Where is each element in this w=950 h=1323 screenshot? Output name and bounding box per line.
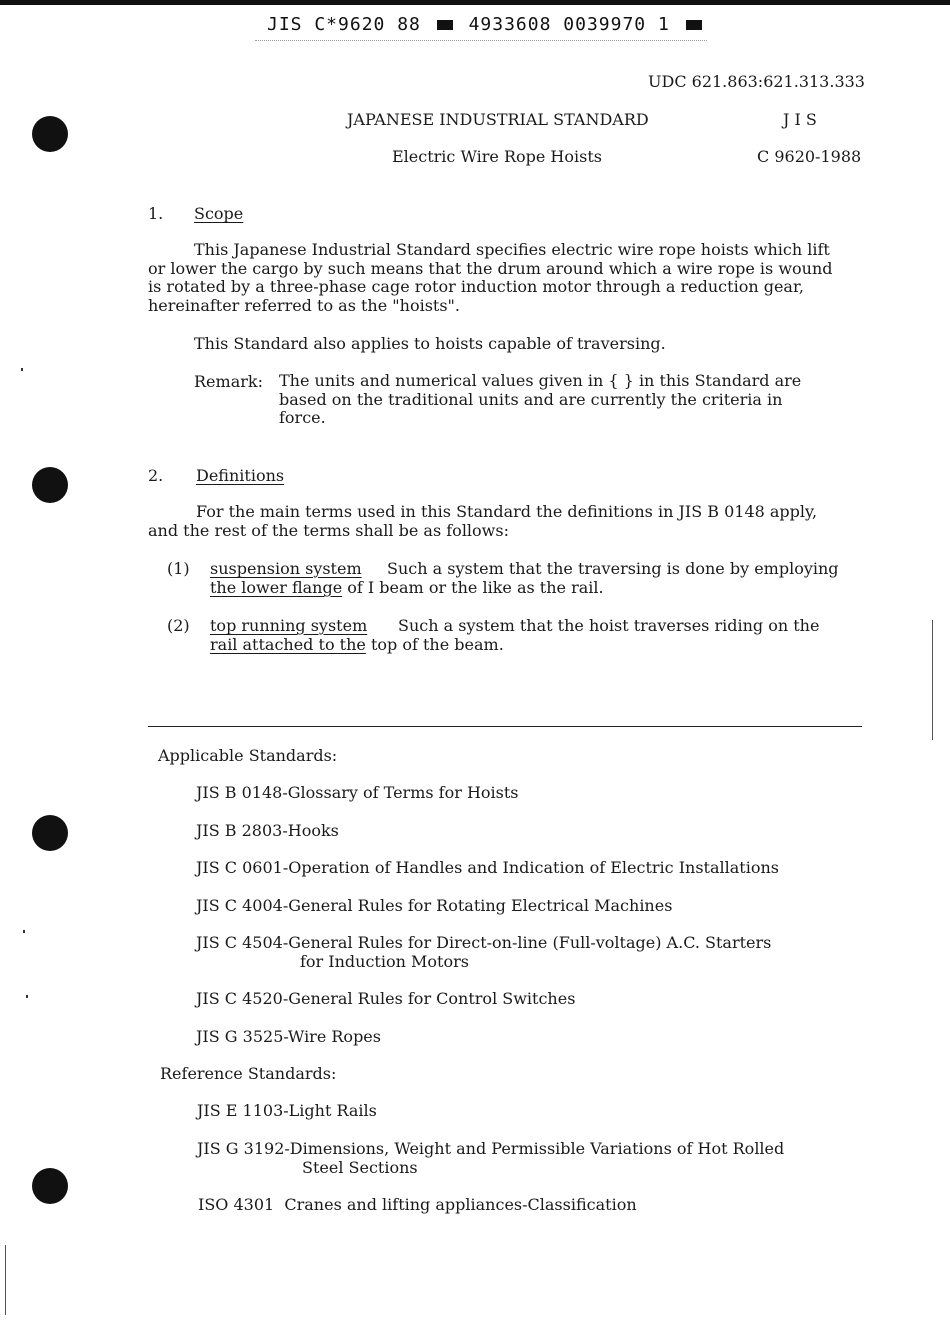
standard-list-item: JIS G 3525-Wire Ropes	[196, 1027, 381, 1046]
code-left: JIS C*9620 88	[267, 14, 421, 35]
standard-list-item: JIS G 3192-Dimensions, Weight and Permissible Variations of Hot Rolled	[197, 1139, 785, 1158]
top-border	[0, 0, 950, 5]
standard-list-item: ISO 4301 Cranes and lifting appliances-Classification	[198, 1195, 637, 1214]
scan-speck	[23, 930, 25, 933]
standard-list-item: JIS C 0601-Operation of Handles and Indication of Electric Installations	[196, 858, 779, 877]
remark-label: Remark:	[194, 372, 263, 391]
scope-line: hereinafter referred to as the "hoists".	[148, 296, 460, 316]
binder-hole-icon	[32, 467, 68, 503]
standard-list-item: JIS B 2803-Hooks	[196, 821, 339, 840]
definition-text: of I beam or the like as the rail.	[342, 578, 604, 597]
remark-text	[279, 372, 849, 428]
block-mark-icon	[686, 20, 702, 30]
reference-standards-heading: Reference Standards:	[160, 1064, 337, 1083]
definition-text-line2	[210, 635, 504, 654]
section-heading-definitions: Definitions	[196, 466, 285, 485]
definition-text-line2	[210, 578, 604, 597]
remark-line: force.	[279, 408, 326, 428]
section-number: 2.	[148, 466, 164, 485]
binder-hole-icon	[32, 116, 68, 152]
standard-organization: JAPANESE INDUSTRIAL STANDARD	[347, 110, 649, 129]
standard-list-item: JIS C 4504-General Rules for Direct-on-line (Full-voltage) A.C. Starters	[196, 933, 772, 952]
scan-speck	[26, 995, 28, 998]
definitions-intro	[148, 503, 870, 540]
udc-number: UDC 621.863:621.313.333	[648, 72, 865, 91]
footnote-separator	[148, 726, 862, 727]
scope-line: This Japanese Industrial Standard specifies electric wire rope hoists which lift	[194, 240, 830, 259]
definition-text: Such a system that the hoist traverses riding on the	[398, 616, 820, 635]
definition-text: Such a system that the traversing is done by employing	[387, 559, 839, 578]
definition-number: (2)	[167, 616, 190, 635]
binder-hole-icon	[32, 815, 68, 851]
document-title: Electric Wire Rope Hoists	[392, 147, 602, 166]
definition-underlined-phrase: the lower flange	[210, 578, 343, 597]
section-heading-scope: Scope	[194, 204, 244, 223]
standard-list-item: JIS B 0148-Glossary of Terms for Hoists	[196, 783, 519, 802]
remark-line: The units and numerical values given in { } in this Standard are	[279, 371, 802, 390]
standard-list-item: JIS C 4004-General Rules for Rotating Electrical Machines	[196, 896, 673, 915]
remark-line: based on the traditional units and are currently the criteria in	[279, 389, 783, 409]
jis-mark: J I S	[783, 110, 817, 129]
code-right: 4933608 0039970 1	[468, 14, 670, 35]
scope-traversing-paragraph: This Standard also applies to hoists capable of traversing.	[194, 334, 666, 353]
scan-speck	[21, 368, 23, 371]
section-number: 1.	[148, 204, 164, 223]
standard-list-item-continuation: Steel Sections	[302, 1158, 418, 1177]
definition-text: top of the beam.	[365, 635, 504, 654]
scope-paragraph	[148, 241, 880, 316]
definition-number: (1)	[167, 559, 190, 578]
definition-term: top running system	[210, 616, 368, 635]
definition-underlined-phrase: rail attached to the	[210, 635, 366, 654]
block-mark-icon	[437, 20, 453, 30]
definitions-intro-line: For the main terms used in this Standard the definitions in JIS B 0148 apply,	[196, 502, 818, 521]
standard-list-item: JIS E 1103-Light Rails	[197, 1101, 377, 1120]
document-code-strip	[255, 14, 707, 41]
scan-edge-line	[932, 620, 933, 740]
binder-hole-icon	[32, 1168, 68, 1204]
scope-line: or lower the cargo by such means that the drum around which a wire rope is wound	[148, 258, 833, 278]
definitions-intro-line: and the rest of the terms shall be as follows:	[148, 520, 509, 540]
applicable-standards-heading: Applicable Standards:	[158, 746, 338, 765]
definition-term: suspension system	[210, 559, 362, 578]
standard-list-item-continuation: for Induction Motors	[300, 952, 469, 971]
scan-edge-line	[5, 1245, 6, 1315]
scope-line: is rotated by a three-phase cage rotor induction motor through a reduction gear,	[148, 277, 804, 297]
standard-number: C 9620-1988	[757, 147, 862, 166]
standard-list-item: JIS C 4520-General Rules for Control Switches	[196, 989, 576, 1008]
